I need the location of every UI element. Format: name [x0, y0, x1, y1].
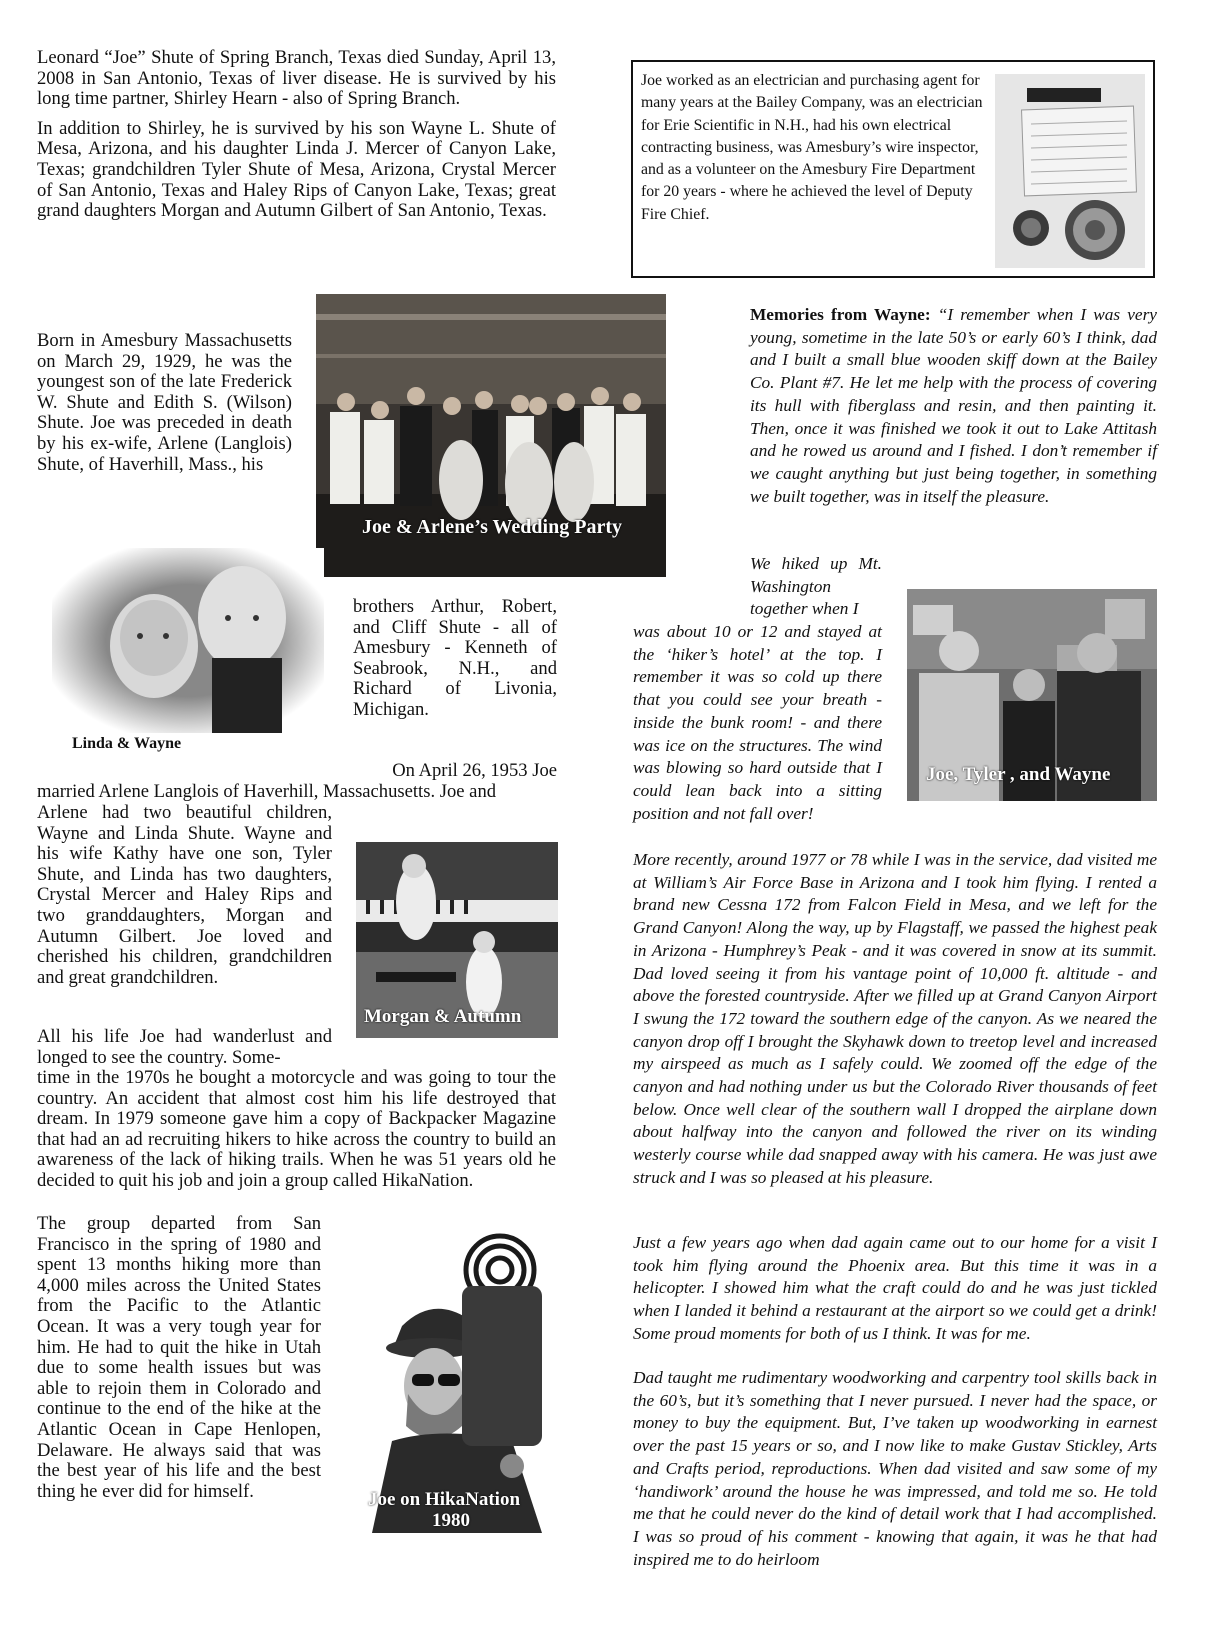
memories-paragraph-4: Just a few years ago when dad again came out to our home for a visit I took him flying around the Phoenix area. But this time it was in a helicopter. I showed him what the craft could do and he was just tickled when I landed it behind a restaurant at the airport so we could get a drink! Some proud moments for both of us I think. It was for me.: [633, 1233, 1157, 1343]
memories-paragraph-2-start: We hiked up Mt. Washington together when I: [750, 554, 882, 619]
memories-paragraph-2: was about 10 or 12 and stayed at the ‘hiker’s hotel’ at the top. I remember it was so cold up there that you could see your breath - inside the bunk room! - and there was ice on the structures. The wind was blowing so hard outside that I could lean back into a sitting position and not fall over!: [633, 622, 882, 823]
memories-text-1: “I remember when I was very young, sometime in the late 50’s or early 60’s I think, dad and I built a small blue wooden skiff down at the Bailey Co. Plant #7. He let me help with the process of covering its hull with fiberglass and resin, and then painting it. Then, once it was finished we took it out to Lake Attitash and he rowed us around and I fished. I don’t remember if we caught anything but just being together, in something we built together, was in itself the pleasure.: [750, 305, 1157, 506]
intro-text: [37, 48, 556, 222]
memories-paragraph-1: [750, 304, 1157, 508]
wander-main: time in the 1970s he bought a motorcycle and was going to tour the country. An accident that almost cost him his life destroyed that dream. In 1979 someone gave him a copy of Backpacker Magazine that had an ad recruiting hikers to hike across the country to build an awareness of the lack of hiking trails. When he was 51 years old he decided to quit his job and join a group called HikaNation.: [37, 1067, 556, 1191]
married-paragraph: Arlene had two beautiful children, Wayne and Linda Shute. Wayne and his wife Kathy have one son, Tyler Shute, and Linda has two daughters, Crystal Mercer and Haley Rips and two granddaughters, Morgan and Autumn Gilbert. Joe loved and cherished his children, grandchildren and great grandchildren.: [37, 802, 332, 988]
memories-paragraph-3: More recently, around 1977 or 78 while I was in the service, dad visited me at William’s Air Force Base in Arizona and I took him flying. I rented a brand new Cessna 172 from Falcon Field in Mesa, and we left for the Grand Canyon! Along the way, up by Flagstaff, we passed the highest peak in Arizona - Humphrey’s Peak - and it was covered in snow at its summit. Dad loved seeing it from his vantage point of 10,000 ft. altitude - and above the forested countryside. After we filled up at Grand Canyon Airport I swung the 172 toward the southern edge of the canyon. As we neared the canyon drop off I brought the Skyhawk down to treetop level and increased my airspeed as much as I safely could. We zoomed off the edge of the canyon and had nothing under us but the Colorado River thousands of feet below. Once well clear of the southern wall I dropped the airplane down about halfway into the canyon and followed the river on its winding westerly course while dad snapped away with his camera. He was just awe struck and I was so pleased at his pleasure.: [633, 850, 1157, 1187]
work-history-box: [631, 60, 1155, 278]
memories-paragraph-5: Dad taught me rudimentary woodworking and carpentry tool skills back in the 60’s, but it’s something that I never pursued. I never had the space, or money to buy the equipment. But, I’ve taken up woodworking in earnest over the past 15 years or so, and I now like to make Gustav Stickley, Arts and Crafts period, reproductions. When dad visited and saw some of my ‘handiwork’ around the house he was impressed, and told me so. He told me that he could never do the kind of detail work that I had accomplished. I was so proud of his comment - knowing that again, it was he that had inspired me to do heirloom: [633, 1368, 1157, 1569]
married-line-1: On April 26, 1953 Joe: [392, 760, 557, 781]
fire-department-badges-photo: [995, 74, 1145, 268]
brothers-paragraph: brothers Arthur, Robert, and Cliff Shute - all of Amesbury - Kenneth of Seabrook, N.H., and Richard of Livonia, Michigan.: [353, 596, 557, 720]
intro-paragraph-2: In addition to Shirley, he is survived by his son Wayne L. Shute of Mesa, Arizona, and his daughter Linda J. Mercer of Canyon Lake, Texas; grandchildren Tyler Shute of Mesa, Arizona, Crystal Mercer of San Antonio, Texas and Haley Rips of Canyon Lake, Texas; great grand daughters Morgan and Autumn Gilbert of San Antonio, Texas.: [37, 117, 556, 222]
married-line-2: married Arlene Langlois of Haverhill, Massachusetts. Joe and: [37, 781, 497, 802]
wander-hike: The group departed from San Francisco in the spring of 1980 and spent 13 months hiking more than 4,000 miles across the United States from the Pacific to the Atlantic Ocean. It was a very tough year for him. He had to quit the hike in Utah due to some health issues but was able to rejoin them in Colorado and continue to the end of the hike at the Atlantic Ocean in Cape Henlopen, Delaware. He always said that was the best year of his life and the best thing he ever did for himself.: [37, 1213, 321, 1502]
linda-wayne-caption: Linda & Wayne: [72, 735, 182, 752]
born-paragraph: Born in Amesbury Massachusetts on March 29, 1929, he was the youngest son of the late Frederick W. Shute and Edith S. (Wilson) Shute. Joe was preceded in death by his ex-wife, Arlene (Langlois) Shute, of Haverhill, Mass., his: [37, 330, 292, 475]
wander-intro: All his life Joe had wanderlust and longed to see the country. Some-: [37, 1026, 332, 1068]
memories-label: Memories from Wayne:: [750, 305, 931, 324]
hikanation-caption-line-2: 1980: [432, 1510, 470, 1531]
intro-paragraph-1: Leonard “Joe” Shute of Spring Branch, Texas died Sunday, April 13, 2008 in San Antonio, Texas of liver disease. He is survived by his long time partner, Shirley Hearn - also of Spring Branch.: [37, 47, 556, 110]
hikanation-caption-line-1: Joe on HikaNation: [368, 1489, 521, 1510]
morgan-autumn-caption: Morgan & Autumn: [364, 1006, 522, 1027]
joe-tyler-wayne-caption: Joe, Tyler , and Wayne: [926, 764, 1111, 785]
wedding-caption: Joe & Arlene’s Wedding Party: [362, 516, 622, 538]
hikanation-photo: [362, 1226, 555, 1533]
work-history-text: Joe worked as an electrician and purchasing agent for many years at the Bailey Company, was an electrician for Erie Scientific in N.H., had his own electrical contracting business, was Amesbury’s wire inspector, and as a volunteer on the Amesbury Fire Department for 20 years - where he achieved the level of Deputy Fire Chief.: [641, 72, 983, 223]
linda-wayne-photo: [52, 548, 324, 733]
